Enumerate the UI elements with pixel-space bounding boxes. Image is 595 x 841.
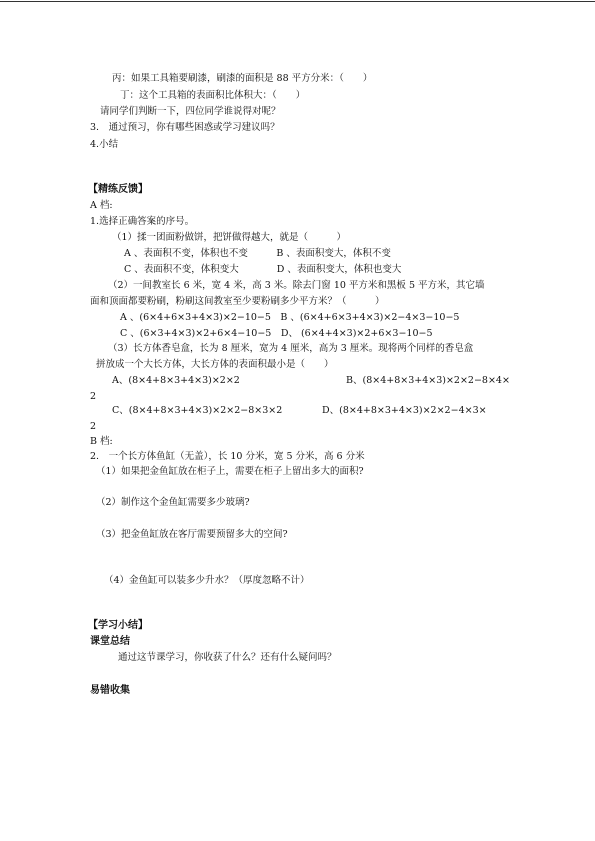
question-1-3-option-c: C、(8×4+8×3+4×3)×2×2−8×3×2 — [112, 405, 283, 416]
question-1-3-option-b-wrap: 2 — [90, 391, 97, 402]
question-1-intro: 1.选择正确答案的序号。 — [90, 216, 195, 227]
question-1-1-options-ab: A 、表面积不变，体积也不变 B 、表面积变大，体积不变 — [124, 248, 391, 259]
mistakes-collection-heading: 易错收集 — [90, 685, 130, 696]
question-2-3: （3）把金鱼缸放在客厅需要预留多大的空间? — [96, 529, 288, 540]
question-1-2-line-1: （2）一间教室长 6 米，宽 4 米，高 3 米。除去门窗 10 平方米和黑板 5 平方米，其它墙 — [108, 280, 485, 291]
page-top-rule — [0, 1, 595, 2]
preview-question-4: 4.小结 — [90, 139, 119, 150]
reflection-question: 通过这节课学习，你收获了什么？还有什么疑问吗？ — [118, 652, 337, 663]
question-1-2-line-2: 面和顶面都要粉刷，粉刷这间教室至少要粉刷多少平方米？（ ） — [90, 296, 385, 307]
preview-judge-question: 请同学们判断一下，四位同学谁说得对呢？ — [100, 106, 281, 117]
question-2-4: （4）金鱼缸可以装多少升水？（厚度忽略不计） — [104, 575, 310, 586]
question-1-3-line-1: （3）长方体香皂盒，长为 8 厘米，宽为 4 厘米，高为 3 厘米。现将两个同样的香皂盒 — [108, 343, 474, 354]
summary-section-title: 【学习小结】 — [88, 620, 148, 631]
question-1-2-options-ab: A 、(6×4+6×3+4×3)×2−10−5 B 、(6×4+6×3+4×3)×2−4×3−10−5 — [120, 312, 460, 323]
preview-question-3: 3. 通过预习，你有哪些困惑或学习建议吗？ — [90, 122, 280, 133]
class-summary-heading: 课堂总结 — [90, 636, 130, 647]
b-level-label: B 档: — [90, 436, 113, 447]
question-2-intro: 2. 一个长方体鱼缸（无盖），长 10 分米，宽 5 分米，高 6 分米 — [90, 451, 365, 462]
practice-section-title: 【精练反馈】 — [88, 184, 148, 195]
question-1-3-line-2: 拼放成一个大长方体，大长方体的表面积最小是（ ） — [96, 359, 334, 370]
question-1-2-options-cd: C 、(6×3+4×3)×2+6×4−10−5 D、 (6×4+4×3)×2+6×3−10−5 — [120, 328, 433, 339]
question-1-3-option-b: B、(8×4+8×3+4×3)×2×2−8×4× — [346, 375, 510, 386]
question-1-3-option-d-wrap: 2 — [90, 421, 97, 432]
question-1-3-option-d: D、(8×4+8×3+4×3)×2×2−4×3× — [322, 405, 487, 416]
question-2-2: （2）制作这个金鱼缸需要多少玻璃? — [96, 497, 250, 508]
preview-statement-ding: 丁：这个工具箱的表面积比体积大：（ ） — [120, 90, 306, 101]
question-1-1: （1）揉一团面粉做饼，把饼做得越大，就是（ ） — [112, 232, 347, 243]
a-level-label: A 档: — [90, 200, 113, 211]
preview-statement-bing: 丙：如果工具箱要刷漆，刷漆的面积是 88 平方分米：（ ） — [112, 73, 373, 84]
question-2-1: （1）如果把金鱼缸放在柜子上，需要在柜子上留出多大的面积? — [96, 466, 364, 477]
question-1-1-options-cd: C 、表面积不变，体积变大 D 、表面积变大，体积也变大 — [124, 264, 402, 275]
question-1-3-option-a: A、(8×4+8×3+4×3)×2×2 — [112, 375, 240, 386]
